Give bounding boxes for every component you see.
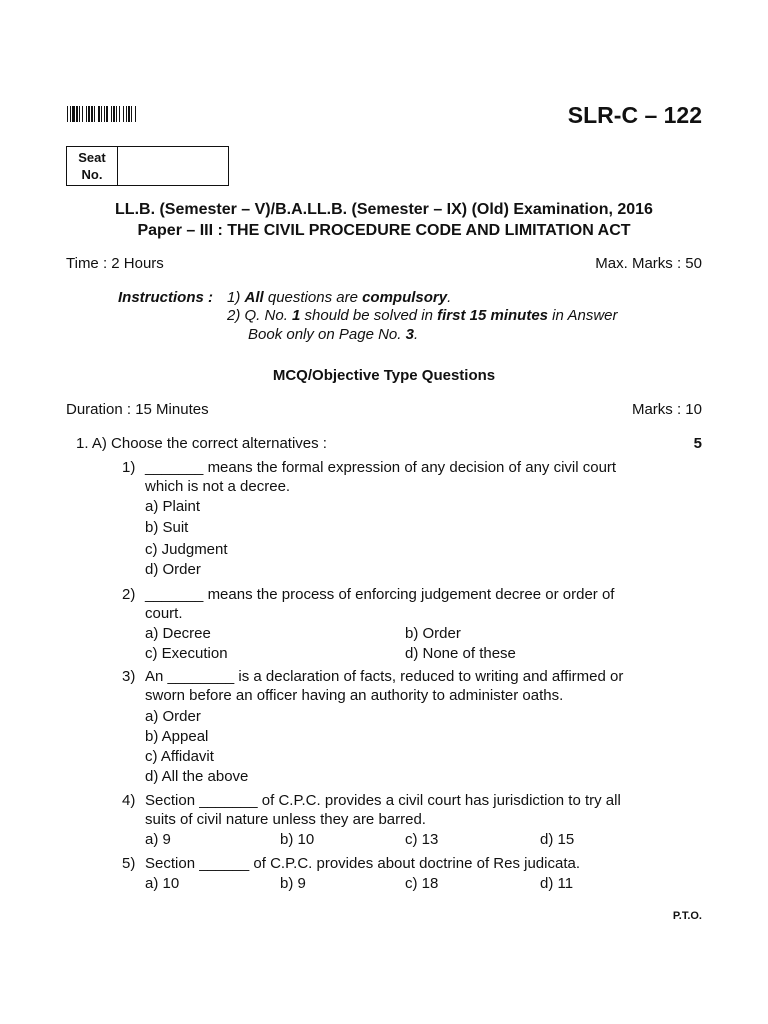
time-label: Time : 2 Hours bbox=[66, 255, 164, 272]
seat-number-field bbox=[118, 147, 228, 185]
q4-text-line2: suits of civil nature unless they are barred. bbox=[145, 811, 426, 828]
exam-title: LL.B. (Semester – V)/B.A.LL.B. (Semester – IX) (Old) Examination, 2016 bbox=[115, 201, 653, 218]
q3-option-a: a) Order bbox=[145, 708, 201, 725]
instruction-2-line2a: Book only on Page No. bbox=[248, 326, 406, 343]
q4-number: 4) bbox=[122, 792, 136, 809]
q3-text-line1: An ________ is a declaration of facts, reduced to writing and affirmed or bbox=[145, 668, 624, 685]
instruction-2-line2end: . bbox=[413, 326, 419, 343]
q5-text-line1: Section ______ of C.P.C. provides about doctrine of Res judicata. bbox=[145, 855, 580, 872]
q4-option-b: b) 10 bbox=[280, 831, 315, 848]
q5-option-d: d) 11 bbox=[540, 875, 574, 892]
instruction-1 bbox=[227, 288, 451, 308]
barcode-bar bbox=[136, 106, 138, 122]
instruction-2-bold2: first 15 minutes bbox=[437, 307, 549, 324]
instructions-label: Instructions : bbox=[118, 289, 214, 306]
instruction-1-num: 1) bbox=[227, 289, 241, 306]
q1-number: 1) bbox=[122, 459, 136, 476]
instruction-2 bbox=[227, 306, 618, 326]
q2-number: 2) bbox=[122, 586, 136, 603]
barcode bbox=[67, 106, 198, 122]
instruction-2-line2 bbox=[248, 325, 418, 345]
q5-option-b: b) 9 bbox=[280, 875, 306, 892]
seat-label-line2: No. bbox=[81, 167, 103, 182]
instruction-1-mid: questions are bbox=[263, 289, 363, 306]
q3-text-line2: sworn before an officer having an authority to administer oaths. bbox=[145, 687, 564, 704]
instruction-2-num: 2) bbox=[227, 307, 241, 324]
q4-option-c: c) 13 bbox=[405, 831, 439, 848]
instruction-1-bold2: compulsory bbox=[362, 289, 448, 306]
q4-option-a: a) 9 bbox=[145, 831, 171, 848]
q1-option-d: d) Order bbox=[145, 561, 201, 578]
q4-option-d: d) 15 bbox=[540, 831, 575, 848]
q3-option-c: c) Affidavit bbox=[145, 748, 214, 765]
instruction-1-end: . bbox=[447, 289, 452, 306]
q3-option-b: b) Appeal bbox=[145, 728, 209, 745]
q1-option-b: b) Suit bbox=[145, 519, 189, 536]
q4-text-line1: Section _______ of C.P.C. provides a civil court has jurisdiction to try all bbox=[145, 792, 621, 809]
pto-label: P.T.O. bbox=[672, 910, 702, 922]
q1-option-a: a) Plaint bbox=[145, 498, 201, 515]
instruction-2-c: in Answer bbox=[548, 307, 618, 324]
instruction-2-b: should be solved in bbox=[300, 307, 438, 324]
section-heading: MCQ/Objective Type Questions bbox=[272, 367, 496, 384]
instruction-1-bold: All bbox=[244, 289, 264, 306]
paper-code: SLR-C – 122 bbox=[567, 102, 702, 128]
seat-number-box bbox=[66, 146, 229, 186]
q2-text-line1: _______ means the process of enforcing judgement decree or order of bbox=[145, 586, 615, 603]
duration-label: Duration : 15 Minutes bbox=[66, 401, 209, 418]
instruction-2-a: Q. No. bbox=[244, 307, 293, 324]
q1-text-line2: which is not a decree. bbox=[145, 478, 291, 495]
q3-option-d: d) All the above bbox=[145, 768, 249, 785]
q1-option-c: c) Judgment bbox=[145, 541, 228, 558]
paper-title: Paper – III : THE CIVIL PROCEDURE CODE AND LIMITATION ACT bbox=[137, 222, 631, 239]
instruction-2-bold: 1 bbox=[292, 307, 301, 324]
q5-number: 5) bbox=[122, 855, 136, 872]
q5-option-c: c) 18 bbox=[405, 875, 439, 892]
question-marks: 5 bbox=[693, 435, 702, 452]
seat-label bbox=[67, 147, 118, 185]
max-marks-label: Max. Marks : 50 bbox=[595, 255, 702, 272]
q1-text-line1: _______ means the formal expression of any decision of any civil court bbox=[145, 459, 617, 476]
q2-option-d: d) None of these bbox=[405, 645, 516, 662]
q3-number: 3) bbox=[122, 668, 136, 685]
section-marks-label: Marks : 10 bbox=[631, 401, 702, 418]
instruction-2-line2bold: 3 bbox=[405, 326, 414, 343]
q2-option-a: a) Decree bbox=[145, 625, 211, 642]
q2-text-line2: court. bbox=[145, 605, 183, 622]
q2-option-c: c) Execution bbox=[145, 645, 228, 662]
q2-option-b: b) Order bbox=[405, 625, 461, 642]
seat-label-line1: Seat bbox=[78, 150, 106, 165]
question-label: 1. A) Choose the correct alternatives : bbox=[76, 435, 327, 452]
q5-option-a: a) 10 bbox=[145, 875, 180, 892]
